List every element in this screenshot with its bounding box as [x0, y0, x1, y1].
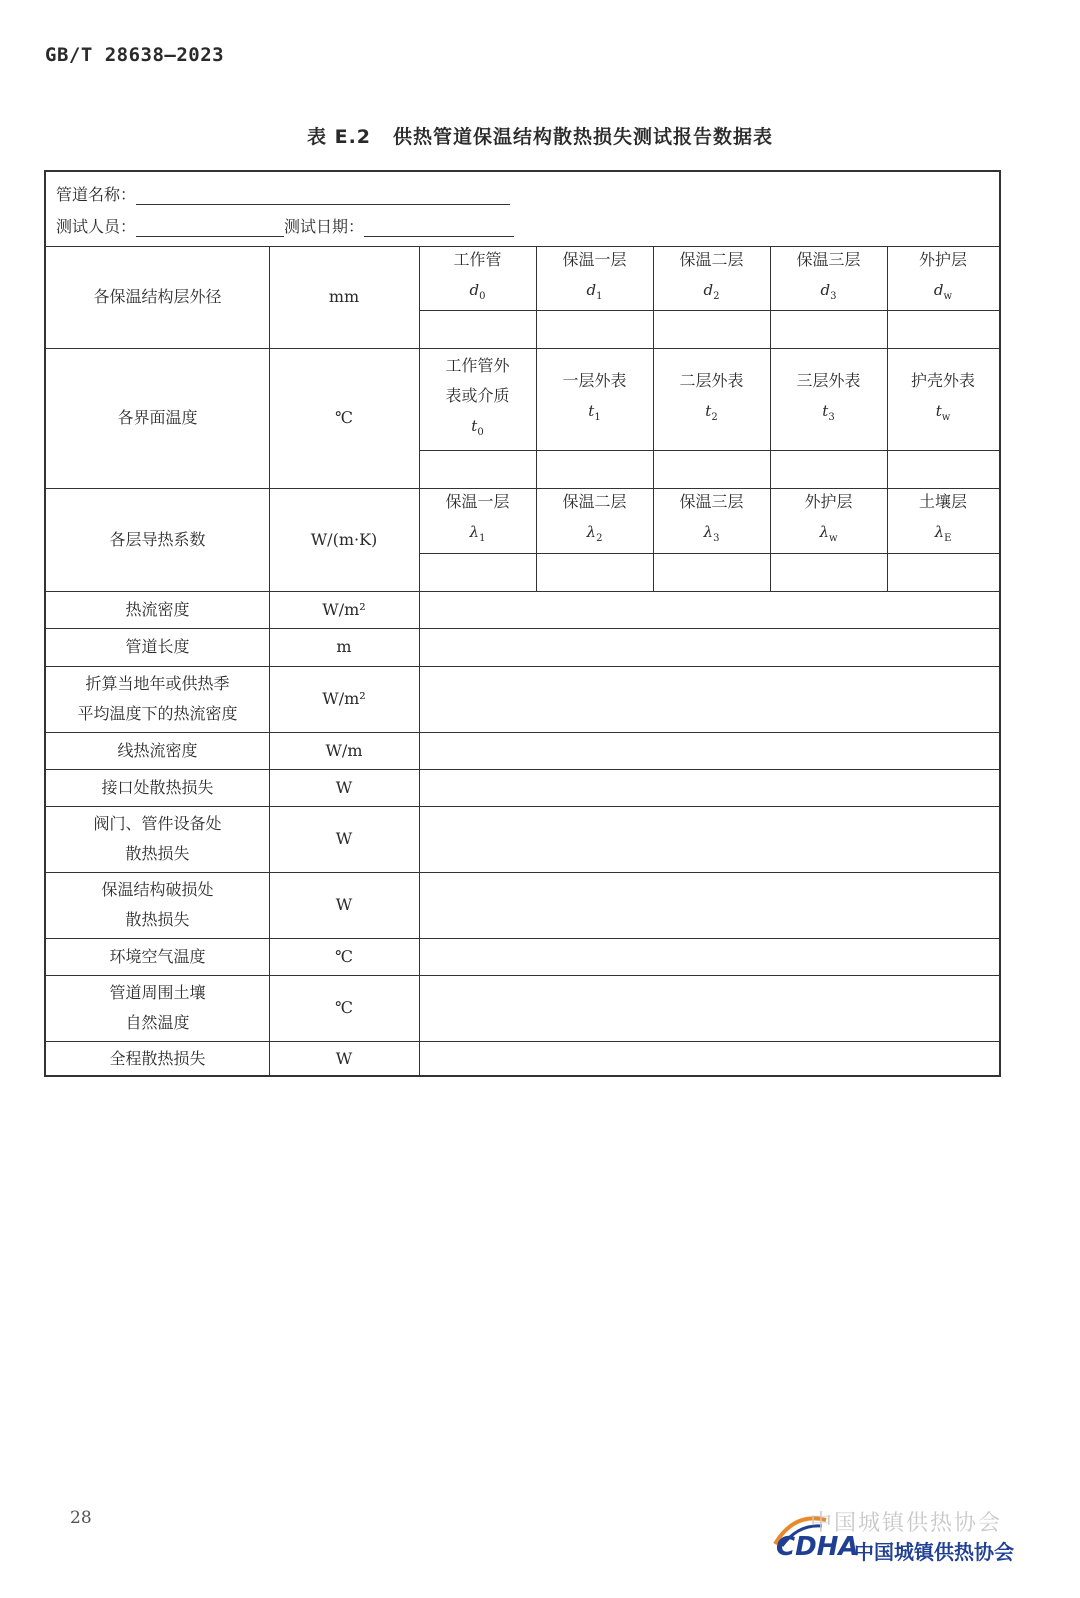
symbol-letter: d: [586, 280, 597, 299]
label-line1: 管道周围土壤: [109, 983, 206, 1002]
page-number: 28: [70, 1508, 92, 1528]
symbol-letter: λ: [934, 523, 945, 541]
symbol-letter: t: [588, 401, 595, 420]
sub-label: 保温一层: [562, 249, 627, 269]
sub-label: 保温二层: [562, 492, 627, 511]
symbol: [819, 517, 837, 554]
row-label-pipe-length: 管道长度: [125, 637, 190, 656]
value-cell[interactable]: [419, 872, 999, 938]
test-date-field[interactable]: [364, 218, 514, 237]
subheader-d3: [770, 246, 887, 310]
label-line2: 散热损失: [125, 844, 190, 863]
symbol-subscript: E: [944, 533, 952, 544]
tester-field[interactable]: [136, 218, 284, 237]
unit-cell: W: [335, 895, 353, 914]
unit-cell: ℃: [335, 946, 353, 966]
unit-outer-diameter: mm: [328, 287, 360, 306]
sub-label: 外护层: [804, 492, 853, 511]
label-line1: 阀门、管件设备处: [93, 814, 222, 833]
value-cell[interactable]: [887, 450, 999, 488]
value-cell[interactable]: [536, 450, 653, 488]
symbol: [587, 517, 603, 554]
sub-label: 三层外表: [796, 370, 861, 390]
subheader-lambda3: [653, 488, 770, 553]
sub-label: 保温一层: [445, 492, 510, 511]
symbol-subscript: 2: [596, 533, 603, 544]
value-cell[interactable]: [419, 591, 999, 628]
subheader-lambda1: [419, 488, 536, 553]
value-cell[interactable]: [419, 938, 999, 975]
value-cell[interactable]: [770, 553, 887, 591]
sub-label-line1: 工作管外: [445, 355, 510, 375]
symbol-letter: t: [705, 401, 712, 420]
value-cell[interactable]: [770, 450, 887, 488]
symbol-subscript: w: [941, 411, 951, 423]
symbol-subscript: 3: [713, 533, 720, 544]
pipe-name-field[interactable]: [136, 186, 510, 205]
symbol: [936, 396, 951, 433]
subheader-lambdaE: [887, 488, 999, 553]
symbol: [934, 275, 952, 312]
logo-text: CDHA: [776, 1532, 859, 1562]
tester-label: 测试人员：: [56, 217, 137, 236]
symbol: [588, 396, 600, 433]
unit-cell: ℃: [335, 998, 353, 1017]
caption-title: 供热管道保温结构散热损失测试报告数据表: [393, 126, 774, 148]
symbol-letter: t: [935, 401, 942, 420]
sub-label: 工作管: [453, 249, 502, 269]
symbol-subscript: 3: [828, 411, 835, 423]
sub-label: 保温二层: [679, 249, 744, 269]
symbol-subscript: 1: [594, 411, 601, 423]
symbol-letter: λ: [586, 523, 597, 541]
value-cell[interactable]: [419, 769, 999, 806]
value-cell[interactable]: [419, 732, 999, 769]
sub-label: 一层外表: [562, 370, 627, 390]
label-line1: 保温结构破损处: [101, 880, 214, 899]
sub-label: 外护层: [918, 249, 967, 269]
symbol: [470, 275, 486, 312]
value-cell[interactable]: [887, 310, 999, 348]
label-line2: 自然温度: [125, 1013, 190, 1032]
unit-cell: W: [335, 1049, 353, 1068]
symbol-letter: t: [822, 401, 829, 420]
value-cell[interactable]: [653, 310, 770, 348]
value-cell[interactable]: [419, 628, 999, 666]
subheader-t3: [770, 348, 887, 450]
symbol: [821, 275, 837, 312]
watermark-channel-text: 中国城镇供热协会: [810, 1511, 1003, 1536]
value-cell[interactable]: [536, 310, 653, 348]
value-cell[interactable]: [419, 1041, 999, 1077]
row-label-ambient-temp: 环境空气温度: [109, 946, 206, 966]
sub-label-line2: 表或介质: [445, 385, 510, 405]
subheader-t0: [419, 348, 536, 450]
subheader-tw: [887, 348, 999, 450]
value-cell[interactable]: [419, 310, 536, 348]
watermark: [770, 1506, 1050, 1566]
org-name: 中国城镇供热协会: [854, 1540, 1014, 1564]
subheader-dw: [887, 246, 999, 310]
value-cell[interactable]: [887, 553, 999, 591]
symbol-letter: d: [703, 280, 714, 299]
symbol: [935, 517, 952, 554]
value-cell[interactable]: [419, 666, 999, 732]
row-label-damage-loss: [46, 872, 269, 938]
symbol-subscript: w: [828, 533, 838, 544]
symbol-subscript: 2: [711, 411, 718, 423]
symbol-letter: λ: [819, 523, 829, 541]
unit-cell: W/m: [325, 740, 363, 760]
symbol-letter: λ: [469, 523, 480, 541]
symbol-letter: λ: [703, 523, 714, 541]
form-header: [46, 172, 999, 246]
sub-label: 护壳外表: [910, 370, 975, 390]
symbol-subscript: 0: [477, 426, 484, 438]
sub-label: 保温三层: [679, 492, 744, 511]
row-label-joint-loss: 接口处散热损失: [101, 777, 214, 797]
symbol: [471, 411, 483, 448]
sub-label: 二层外表: [679, 370, 744, 390]
row-label-soil-temp: [46, 975, 269, 1041]
symbol: [470, 517, 486, 554]
row-label-interface-temp: 各界面温度: [117, 408, 198, 427]
row-label-total-loss: 全程散热损失: [109, 1049, 206, 1068]
sub-label: 土壤层: [918, 492, 967, 511]
unit-cell: W: [335, 777, 353, 797]
value-cell[interactable]: [419, 553, 536, 591]
unit-conductivity: W/(m·K): [310, 529, 378, 549]
test-date-label: 测试日期：: [284, 217, 365, 236]
symbol: [587, 275, 603, 312]
pipe-name-label: 管道名称：: [56, 185, 137, 204]
label-line2: 平均温度下的热流密度: [77, 704, 238, 723]
row-label-linear-heat-flux: 线热流密度: [117, 740, 198, 760]
subheader-lambda2: [536, 488, 653, 553]
caption-number: 表 E.2: [306, 126, 372, 148]
symbol-letter: d: [820, 280, 831, 299]
value-cell[interactable]: [419, 975, 999, 1041]
symbol-subscript: 0: [479, 290, 486, 302]
symbol-subscript: 1: [596, 290, 603, 302]
table-caption: [0, 122, 1080, 149]
subheader-d2: [653, 246, 770, 310]
row-label-outer-diameter: 各保温结构层外径: [93, 287, 222, 306]
value-cell[interactable]: [770, 310, 887, 348]
value-cell[interactable]: [419, 806, 999, 872]
label-line1: 折算当地年或供热季: [85, 674, 230, 693]
unit-cell: W: [335, 829, 353, 848]
symbol: [704, 275, 720, 312]
standard-code: GB/T 28638—2023: [45, 44, 225, 66]
symbol-subscript: w: [943, 290, 953, 302]
value-cell[interactable]: [419, 450, 536, 488]
symbol-letter: t: [471, 416, 478, 435]
tester-line: [56, 214, 514, 237]
symbol-letter: d: [469, 280, 480, 299]
subheader-t2: [653, 348, 770, 450]
unit-cell: W/m²: [322, 689, 366, 708]
symbol-subscript: 1: [479, 533, 486, 544]
subheader-d0: [419, 246, 536, 310]
symbol: [822, 396, 834, 433]
data-table: [44, 170, 1001, 1077]
value-cell[interactable]: [653, 553, 770, 591]
row-label-conductivity: 各层导热系数: [109, 529, 206, 549]
sub-label: 保温三层: [796, 249, 861, 269]
value-cell[interactable]: [536, 553, 653, 591]
symbol-subscript: 2: [713, 290, 720, 302]
unit-interface-temp: ℃: [335, 408, 353, 427]
row-label-converted-heat-flux: [46, 666, 269, 732]
unit-cell: W/m²: [322, 599, 366, 619]
row-label-heat-flux: 热流密度: [125, 599, 190, 619]
pipe-name-line: [56, 182, 510, 205]
subheader-t1: [536, 348, 653, 450]
value-cell[interactable]: [653, 450, 770, 488]
symbol-letter: d: [933, 280, 944, 299]
row-label-valve-loss: [46, 806, 269, 872]
unit-cell: m: [336, 637, 352, 656]
symbol-subscript: 3: [830, 290, 837, 302]
label-line2: 散热损失: [125, 910, 190, 929]
subheader-lambdaw: [770, 488, 887, 553]
symbol: [704, 517, 720, 554]
symbol: [705, 396, 717, 433]
subheader-d1: [536, 246, 653, 310]
